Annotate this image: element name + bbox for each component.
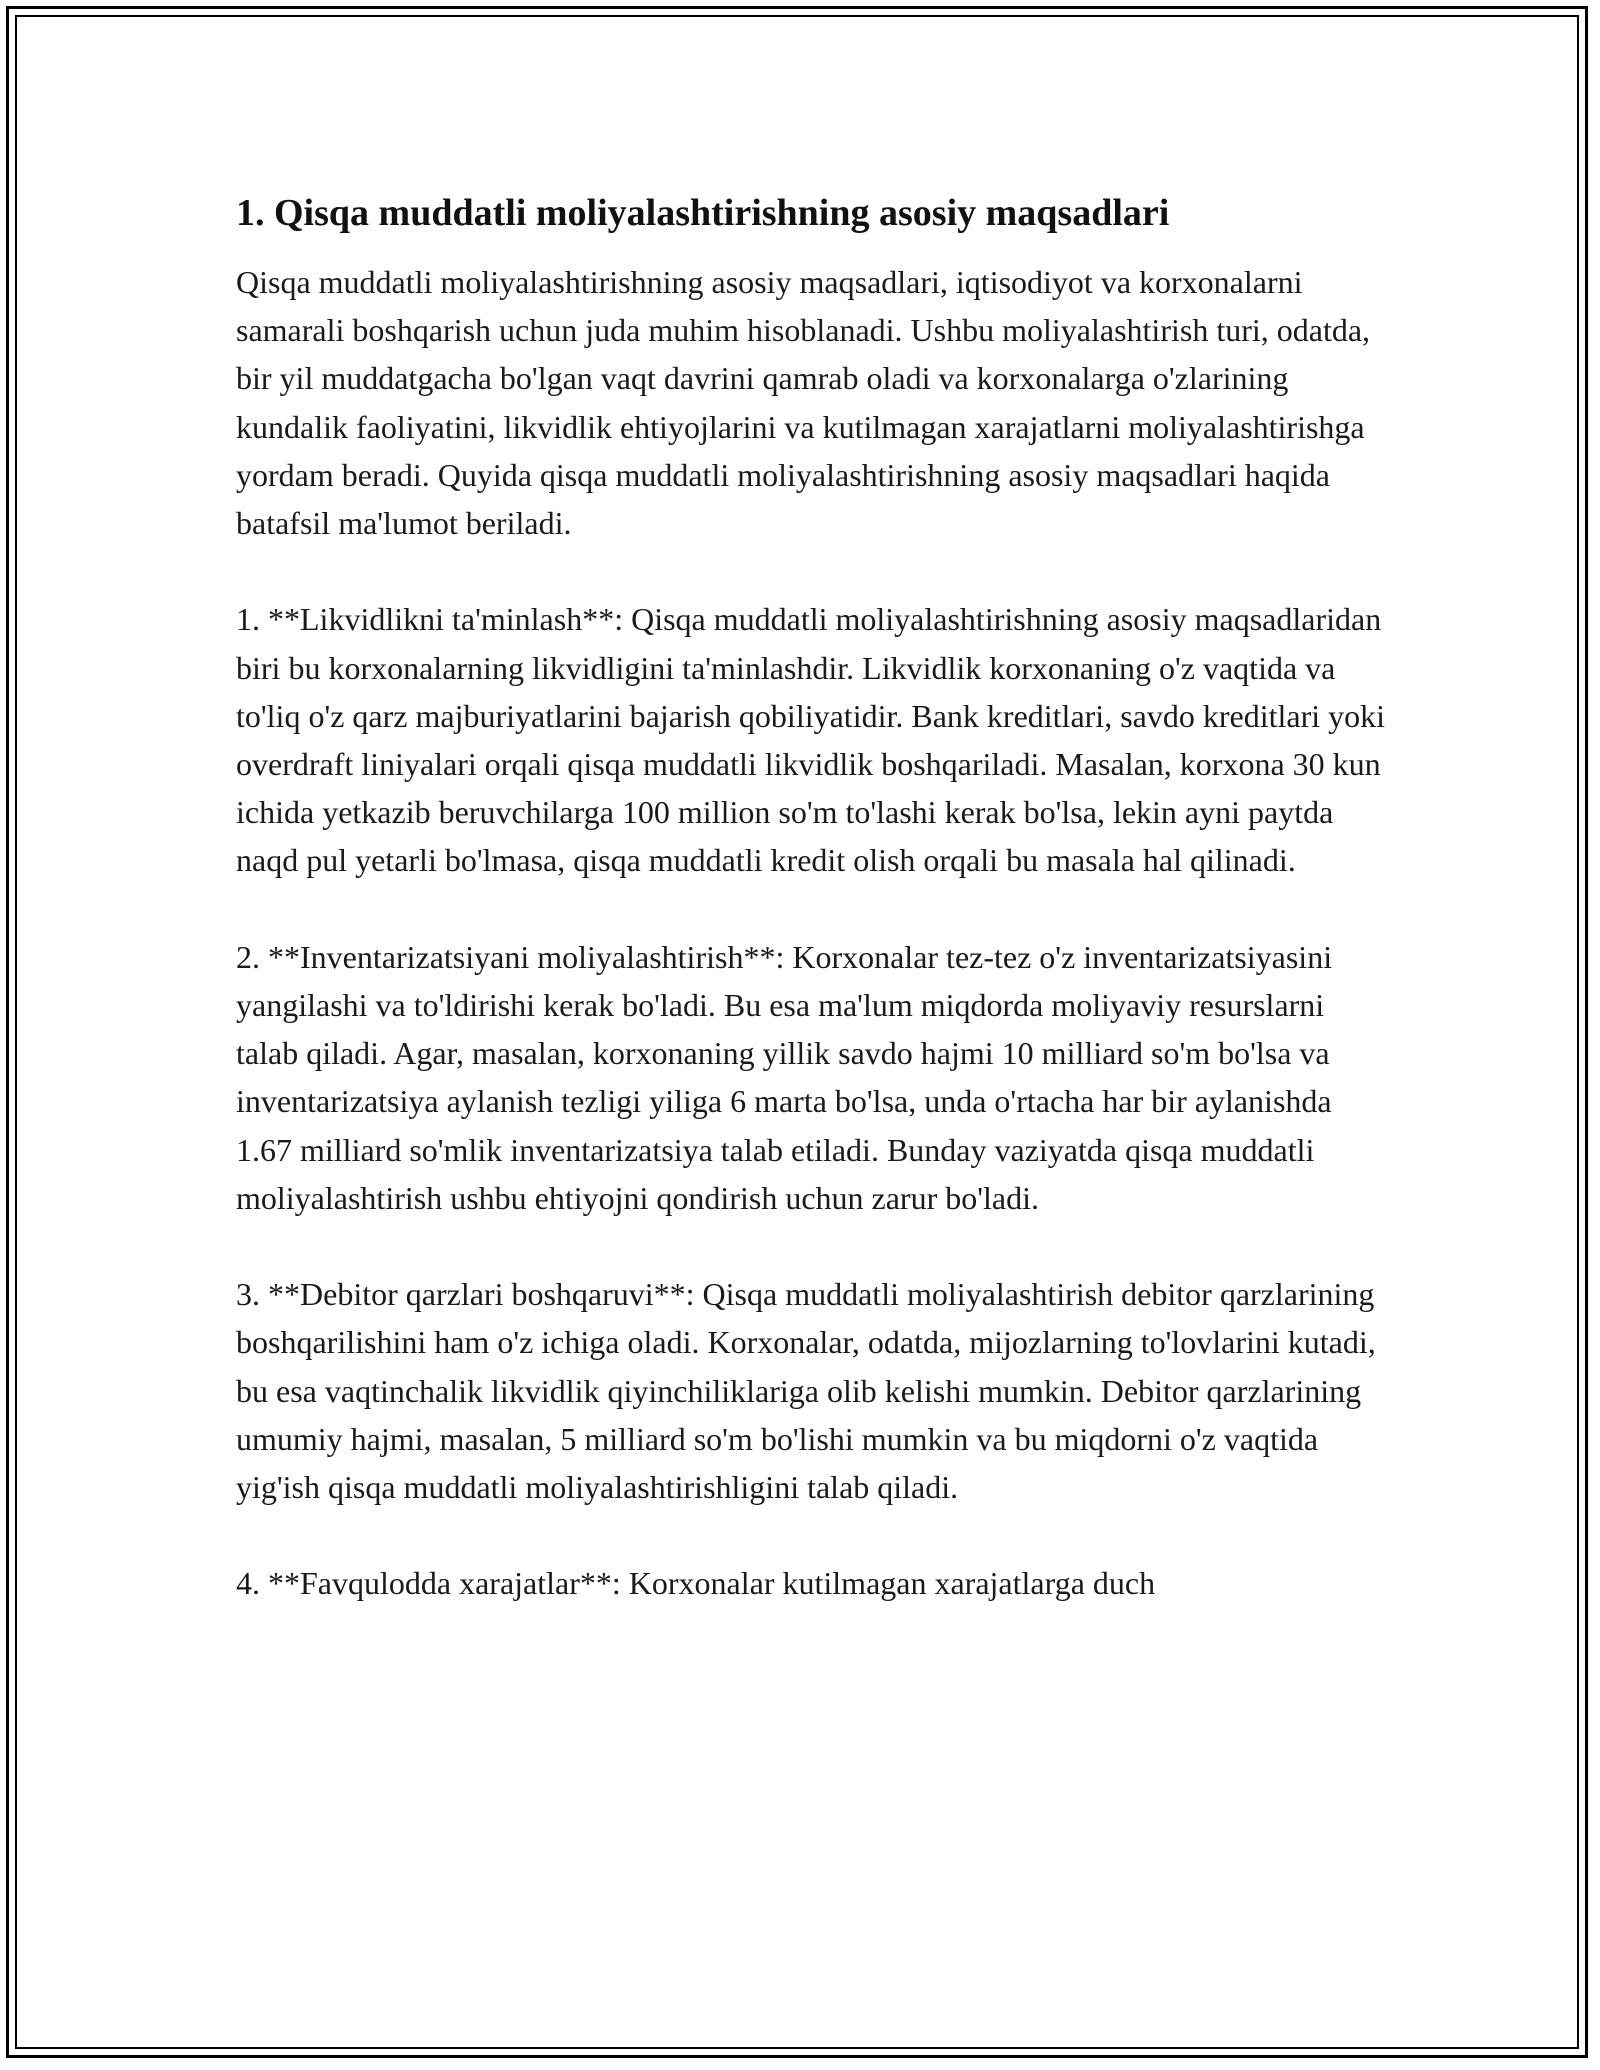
section-title: 1. Qisqa muddatli moliyalashtirishning asosiy maqsadlari (236, 192, 1170, 234)
paragraph-liquidity: 1. **Likvidlikni ta'minlash**: Qisqa muddatli moliyalashtirishning asosiy maqsadlaridan biri bu korxonalarning likvidligini ta'minlashdir. Likvidlik korxonaning o'z vaqtida va to'liq o'z qarz majburiyatlarini bajarish qobiliyatidir. Bank kreditlari, savdo kreditlari yoki overdraft liniyalari orqali qisqa muddatli likvidlik boshqariladi. Masalan, korxona 30 kun ichida yetkazib beruvchilarga 100 million so'm to'lashi kerak bo'lsa, lekin ayni paytda naqd pul yetarli bo'lmasa, qisqa muddatli kredit olish orqali bu masala hal qilinadi. (236, 601, 1386, 879)
paragraph-emergency-expenses: 4. **Favqulodda xarajatlar**: Korxonalar kutilmagan xarajatlarga duch (236, 1565, 1156, 1602)
intro-paragraph: Qisqa muddatli moliyalashtirishning asosiy maqsadlari, iqtisodiyot va korxonalarni samarali boshqarish uchun juda muhim hisoblanadi. Ushbu moliyalashtirish turi, odatda, bir yil muddatgacha bo'lgan vaqt davrini qamrab oladi va korxonalarga o'zlarining kundalik faoliyatini, likvidlik ehtiyojlarini va kutilmagan xarajatlarni moliyalashtirishga yordam beradi. Quyida qisqa muddatli moliyalashtirishning asosiy maqsadlari haqida batafsil ma'lumot beriladi. (236, 264, 1371, 542)
paragraph-inventory: 2. **Inventarizatsiyani moliyalashtirish**: Korxonalar tez-tez o'z inventarizatsiyasini yangilashi va to'ldirishi kerak bo'ladi. Bu esa ma'lum miqdorda moliyaviy resurslarni talab qiladi. Agar, masalan, korxonaning yillik savdo hajmi 10 milliard so'm bo'lsa va inventarizatsiya aylanish tezligi yiliga 6 marta bo'lsa, unda o'rtacha har bir aylanishda 1.67 milliard so'mlik inventarizatsiya talab etiladi. Bunday vaziyatda qisqa muddatli moliyalashtirish ushbu ehtiyojni qondirish uchun zarur bo'ladi. (236, 938, 1333, 1216)
document-body (236, 186, 1386, 1656)
paragraph-receivables: 3. **Debitor qarzlari boshqaruvi**: Qisqa muddatli moliyalashtirish debitor qarzlarining boshqarilishini ham o'z ichiga oladi. Korxonalar, odatda, mijozlarning to'lovlarini kutadi, bu esa vaqtinchalik likvidlik qiyinchiliklariga olib kelishi mumkin. Debitor qarzlarining umumiy hajmi, masalan, 5 milliard so'm bo'lishi mumkin va bu miqdorni o'z vaqtida yig'ish qisqa muddatli moliyalashtirishligini talab qiladi. (236, 1276, 1376, 1506)
